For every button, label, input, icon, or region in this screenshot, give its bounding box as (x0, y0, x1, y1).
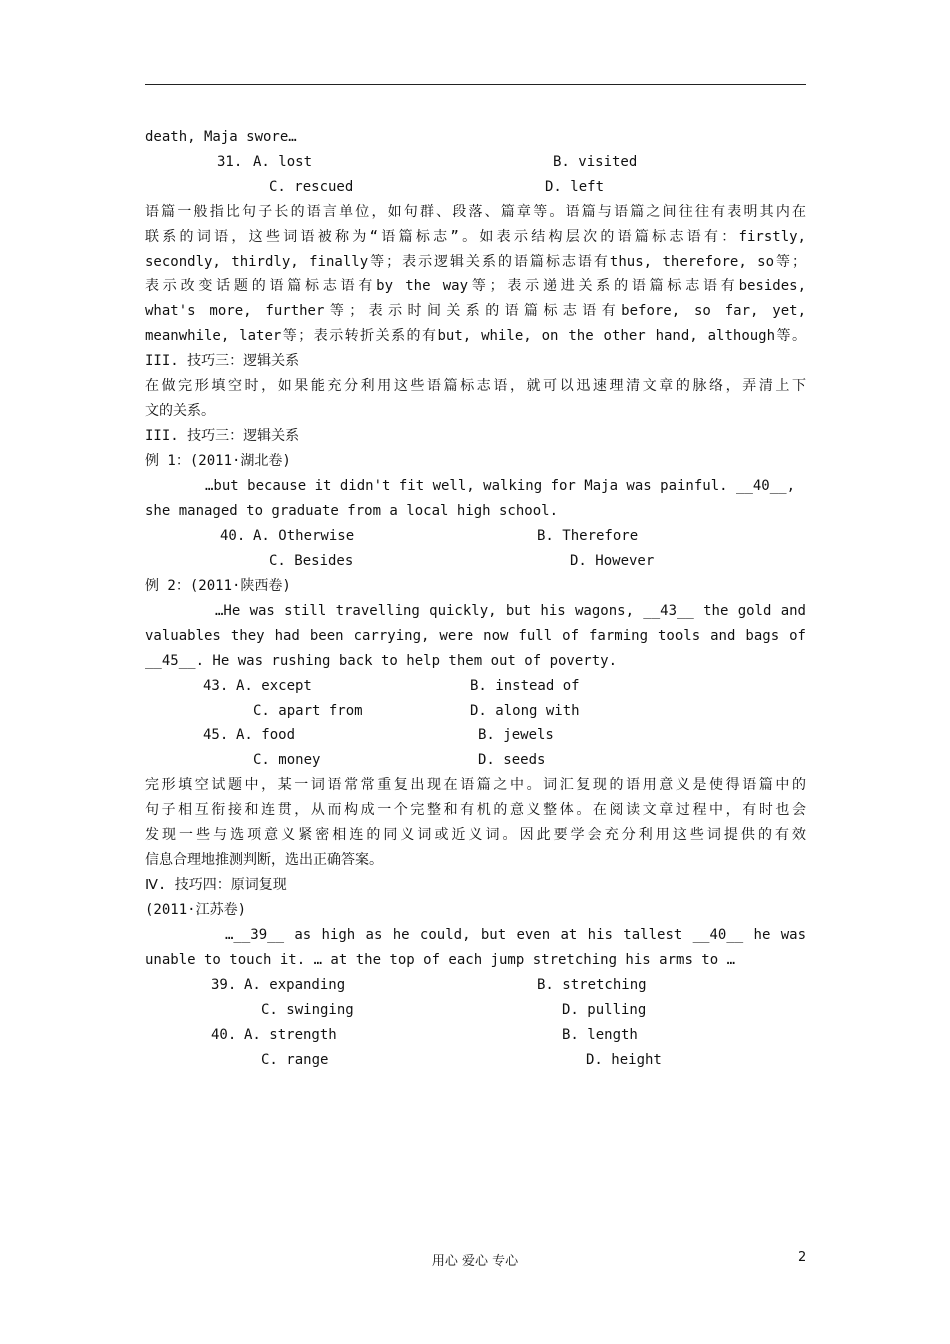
paragraph-line: meanwhile, later等；表示转折关系的有but, while, on the other hand, although等。 (145, 328, 806, 344)
paragraph-line: 句子相互衔接和连贯，从而构成一个完整和有机的意义整体。在阅读文章过程中，有时也会 (145, 802, 806, 818)
paragraph-line: secondly, thirdly, finally等；表示逻辑关系的语篇标志语有thus, therefore, so等； (145, 254, 806, 270)
example-text-line: __45__. He was rushing back to help them out of poverty. (145, 653, 618, 669)
question-number: 45. (203, 727, 229, 743)
question-43-row1 (145, 674, 806, 699)
option-c: C. swinging (261, 1002, 354, 1018)
option-b: B. length (562, 1027, 638, 1043)
option-b: B. Therefore (537, 528, 639, 544)
option-a: A. strength (244, 1027, 337, 1043)
option-b: B. stretching (537, 977, 647, 993)
example-heading: (2011·江苏卷) (145, 902, 247, 918)
option-c: C. money (253, 752, 321, 768)
question-43-row2 (145, 699, 806, 724)
option-b: B. visited (553, 154, 638, 170)
option-a: A. lost (253, 154, 313, 170)
example-text-line: …but because it didn't fit well, walking for Maja was painful. __40__, (205, 478, 796, 494)
option-d: D. seeds (478, 752, 546, 768)
question-40-row1 (145, 1023, 806, 1048)
option-c: C. range (261, 1052, 329, 1068)
paragraph-line: 表示改变话题的语篇标志语有by the way等；表示递进关系的语篇标志语有besides, (145, 278, 806, 294)
header-rule (145, 84, 806, 85)
question-31-row2 (145, 175, 806, 200)
option-a: A. expanding (244, 977, 346, 993)
question-39-row1 (145, 973, 806, 998)
option-d: D. height (586, 1052, 662, 1068)
question-31-row1 (145, 150, 806, 175)
question-39-row2 (145, 998, 806, 1023)
question-45-row2 (145, 748, 806, 773)
option-d: D. However (570, 553, 655, 569)
example-heading: 例 1：(2011·湖北卷) (145, 453, 291, 469)
paragraph-line: 发现一些与选项意义紧密相连的同义词或近义词。因此要学会充分利用这些词提供的有效 (145, 827, 806, 843)
question-number: 31. (217, 154, 243, 170)
question-45-row1 (145, 723, 806, 748)
example-text-line: she managed to graduate from a local high school. (145, 503, 559, 519)
paragraph-line: 联系的词语，这些词语被称为“语篇标志”。如表示结构层次的语篇标志语有：firstly, (145, 229, 806, 245)
question-number: 40. (220, 528, 246, 544)
option-c: C. rescued (269, 179, 354, 195)
page-number: 2 (798, 1250, 807, 1265)
question-40-row2 (145, 549, 806, 574)
option-d: D. pulling (562, 1002, 647, 1018)
option-a: A. except (236, 678, 312, 694)
section-heading: Ⅳ. 技巧四：原词复现 (145, 877, 287, 893)
question-number: 40. (211, 1027, 237, 1043)
question-40-row1 (145, 524, 806, 549)
question-40-row2 (145, 1048, 806, 1073)
paragraph-line: 在做完形填空时，如果能充分利用这些语篇标志语，就可以迅速理清文章的脉络，弄清上下 (145, 378, 806, 394)
option-b: B. instead of (470, 678, 580, 694)
example-text-line: valuables they had been carrying, were now full of farming tools and bags of (145, 628, 806, 644)
text-line: death, Maja swore… (145, 129, 297, 145)
option-d: D. left (545, 179, 605, 195)
paragraph-line: what's more, further等；表示时间关系的语篇标志语有before, so far, yet, (145, 303, 806, 319)
option-c: C. apart from (253, 703, 363, 719)
option-a: A. food (236, 727, 296, 743)
option-b: B. jewels (478, 727, 554, 743)
option-c: C. Besides (269, 553, 354, 569)
paragraph-line: 文的关系。 (145, 403, 215, 419)
option-d: D. along with (470, 703, 580, 719)
option-a: A. Otherwise (253, 528, 355, 544)
example-heading: 例 2：(2011·陕西卷) (145, 578, 291, 594)
example-text-line: unable to touch it. … at the top of each jump stretching his arms to … (145, 952, 736, 968)
paragraph-line: 语篇一般指比句子长的语言单位，如句群、段落、篇章等。语篇与语篇之间往往有表明其内在 (145, 204, 806, 220)
page-footer: 用心 爱心 专心 (431, 1254, 519, 1269)
question-number: 39. (211, 977, 237, 993)
question-number: 43. (203, 678, 229, 694)
paragraph-line: 完形填空试题中，某一词语常常重复出现在语篇之中。词汇复现的语用意义是使得语篇中的 (145, 777, 806, 793)
example-text-line: …__39__ as high as he could, but even at his tallest __40__ he was (225, 927, 806, 943)
section-heading: III. 技巧三：逻辑关系 (145, 428, 300, 444)
example-text-line: …He was still travelling quickly, but his wagons, __43__ the gold and (215, 603, 806, 619)
paragraph-line: 信息合理地推测判断，选出正确答案。 (145, 852, 383, 868)
section-heading: III. 技巧三：逻辑关系 (145, 353, 300, 369)
